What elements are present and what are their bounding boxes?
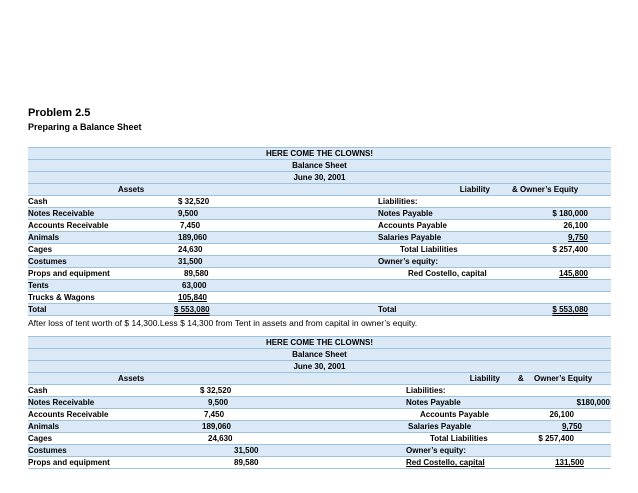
table-row (28, 232, 611, 244)
table-row (28, 445, 611, 457)
asset-amount: 63,000 (182, 281, 207, 290)
liability-label: Liabilities: (406, 386, 446, 395)
asset-amount: $ 32,520 (200, 386, 232, 395)
statement-date: June 30, 2001 (293, 362, 346, 371)
liability-header: Liability (459, 185, 490, 194)
liability-amount: $180,000 (576, 398, 610, 407)
asset-label: Trucks & Wagons (28, 293, 95, 302)
asset-label: Cages (28, 245, 53, 254)
asset-amount: 31,500 (178, 257, 203, 266)
table-row (28, 196, 611, 208)
liability-amount: 9,750 (561, 422, 582, 431)
owners-equity-header: & Owner’s Equity (512, 185, 579, 194)
asset-amount: 189,060 (178, 233, 207, 242)
asset-label: Animals (28, 233, 60, 242)
statement-title: Balance Sheet (292, 161, 347, 170)
table-row (28, 421, 611, 433)
asset-amount: 105,840 (178, 293, 207, 302)
liability-label: Total Liabilities (400, 245, 458, 254)
liability-amount: $ 257,400 (538, 434, 574, 443)
sheet-heading-row (28, 349, 611, 361)
liability-amount: 131,500 (555, 458, 584, 467)
table-row (28, 292, 611, 304)
liability-amount: $ 180,000 (552, 209, 588, 218)
liability-header: Liability (469, 374, 500, 383)
asset-label: Tents (28, 281, 49, 290)
liability-label: Accounts Payable (420, 410, 489, 419)
liability-label: Notes Payable (378, 209, 433, 218)
table-row (28, 244, 611, 256)
asset-amount: 24,630 (178, 245, 203, 254)
table-row (28, 280, 611, 292)
asset-label: Notes Receivable (28, 209, 95, 218)
table-row (28, 397, 611, 409)
liability-label: Red Costello, capital (408, 269, 487, 278)
asset-label: Cash (28, 197, 48, 206)
asset-amount: 89,580 (184, 269, 209, 278)
sheet-heading-row (28, 172, 611, 184)
company-name: HERE COME THE CLOWNS! (265, 149, 374, 158)
asset-label: Animals (28, 422, 60, 431)
liability-amount: $ 553,080 (552, 305, 588, 314)
column-header-row (28, 184, 611, 196)
asset-amount: $ 553,080 (174, 305, 210, 314)
liability-label: Salaries Payable (408, 422, 472, 431)
column-header-row (28, 373, 611, 385)
table-row (28, 268, 611, 280)
table-row (28, 304, 611, 316)
liability-label: Red Costello, capital (406, 458, 485, 467)
asset-amount: 89,580 (234, 458, 259, 467)
asset-label: Props and equipment (28, 269, 110, 278)
sheet-heading-row (28, 147, 611, 160)
asset-label: Total (28, 305, 47, 314)
asset-amount: $ 32,520 (178, 197, 210, 206)
table-row (28, 457, 611, 469)
balance-sheet-original (28, 147, 611, 316)
sheet-heading-row (28, 160, 611, 172)
table-row (28, 409, 611, 421)
assets-header: Assets (118, 374, 145, 383)
liability-label: Accounts Payable (378, 221, 447, 230)
assets-header: Assets (118, 185, 145, 194)
asset-amount: 24,630 (208, 434, 233, 443)
liability-label: Owner’s equity: (378, 257, 439, 266)
company-name: HERE COME THE CLOWNS! (265, 338, 374, 347)
table-row (28, 208, 611, 220)
liability-amount: 26,100 (549, 410, 574, 419)
asset-label: Costumes (28, 446, 67, 455)
asset-amount: 9,500 (178, 209, 199, 218)
asset-label: Costumes (28, 257, 67, 266)
balance-sheet-adjusted (28, 336, 611, 469)
statement-title: Balance Sheet (292, 350, 347, 359)
problem-subtitle: Preparing a Balance Sheet (28, 122, 142, 132)
sheet-heading-row (28, 336, 611, 349)
adjustment-note: After loss of tent worth of $ 14,300.Less $ 14,300 from Tent in assets and from capital in owner’s equity. (28, 318, 418, 328)
liability-amount: $ 257,400 (552, 245, 588, 254)
statement-date: June 30, 2001 (293, 173, 346, 182)
asset-amount: 189,060 (202, 422, 231, 431)
problem-title: Problem 2.5 (28, 107, 91, 119)
asset-amount: 9,500 (208, 398, 229, 407)
asset-label: Accounts Receivable (28, 410, 109, 419)
asset-label: Props and equipment (28, 458, 110, 467)
liability-amount: 145,800 (559, 269, 588, 278)
liability-amount: 9,750 (567, 233, 588, 242)
liability-amount: 26,100 (563, 221, 588, 230)
asset-label: Cages (28, 434, 53, 443)
table-row (28, 220, 611, 232)
asset-label: Accounts Receivable (28, 221, 109, 230)
liability-label: Notes Payable (406, 398, 461, 407)
table-row (28, 433, 611, 445)
table-row (28, 256, 611, 268)
asset-label: Notes Receivable (28, 398, 95, 407)
liability-label: Liabilities: (378, 197, 418, 206)
asset-amount: 7,450 (180, 221, 201, 230)
asset-amount: 7,450 (204, 410, 225, 419)
asset-label: Cash (28, 386, 48, 395)
liability-label: Total Liabilities (430, 434, 488, 443)
table-row (28, 385, 611, 397)
liability-label: Salaries Payable (378, 233, 442, 242)
owners-equity-header: Owner’s Equity (534, 374, 593, 383)
sheet-heading-row (28, 361, 611, 373)
ampersand: & (518, 374, 524, 383)
liability-label: Total (378, 305, 397, 314)
asset-amount: 31,500 (234, 446, 259, 455)
liability-label: Owner’s equity: (406, 446, 467, 455)
